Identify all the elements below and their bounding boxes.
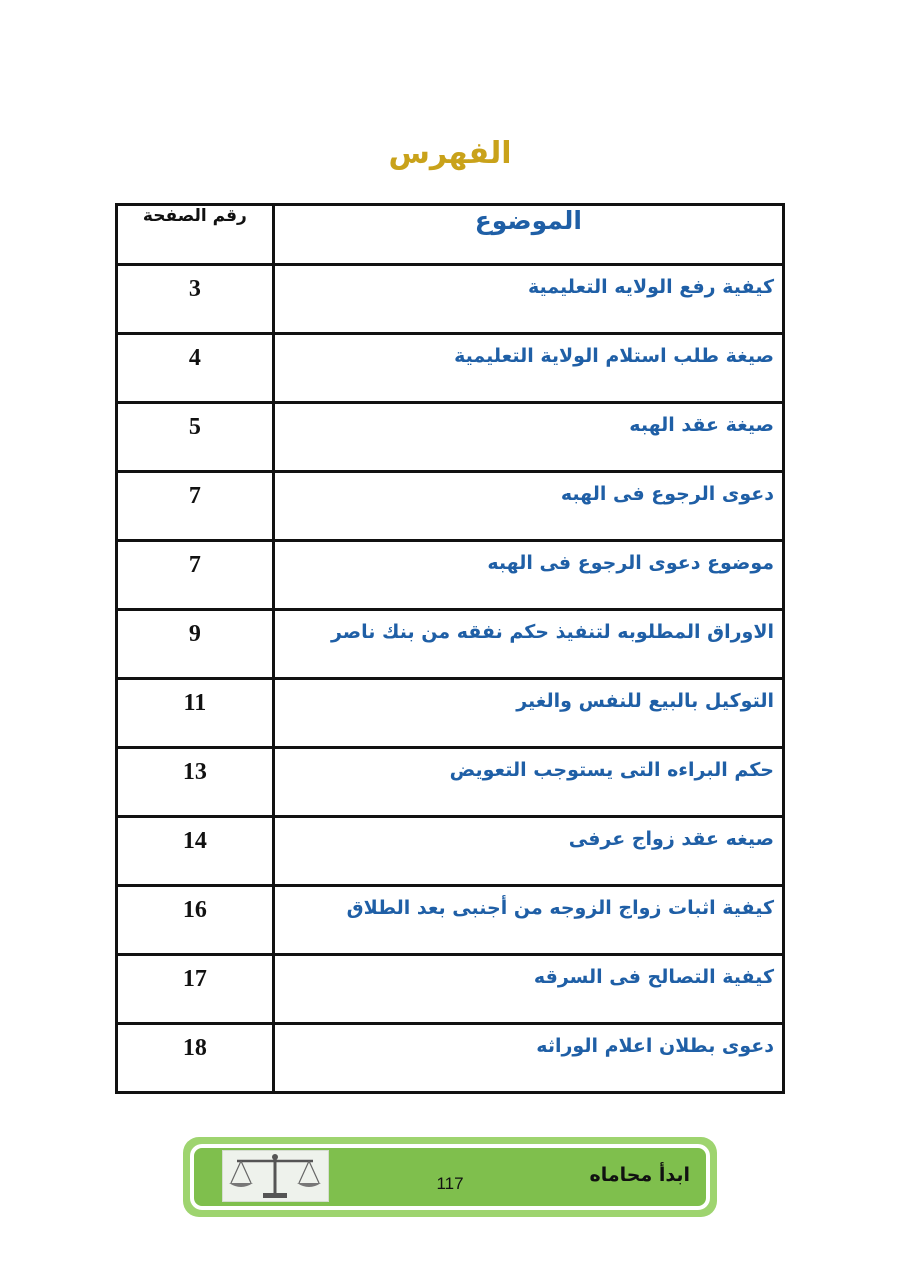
table-row — [117, 886, 784, 955]
topic-cell: صيغة طلب استلام الولاية التعليمية — [273, 334, 783, 403]
table-row — [117, 1024, 784, 1093]
topic-cell: كيفية التصالح فى السرقه — [273, 955, 783, 1024]
topic-cell: موضوع دعوى الرجوع فى الهبه — [273, 541, 783, 610]
topic-cell: صيغة عقد الهبه — [273, 403, 783, 472]
page-number-cell: 13 — [117, 748, 274, 817]
table-row — [117, 472, 784, 541]
page-number-cell: 4 — [117, 334, 274, 403]
topic-cell: الاوراق المطلوبه لتنفيذ حكم نفقه من بنك ناصر — [273, 610, 783, 679]
page-number-cell: 17 — [117, 955, 274, 1024]
topic-cell: التوكيل بالبيع للنفس والغير — [273, 679, 783, 748]
scales-of-justice-icon — [222, 1150, 329, 1202]
page-number-cell: 7 — [117, 541, 274, 610]
table-row — [117, 541, 784, 610]
topic-cell: كيفية رفع الولايه التعليمية — [273, 265, 783, 334]
table-row — [117, 748, 784, 817]
page-number-cell: 18 — [117, 1024, 274, 1093]
footer-brand-text: ابدأ محاماه — [589, 1164, 690, 1186]
topic-cell: دعوى بطلان اعلام الوراثه — [273, 1024, 783, 1093]
table-row — [117, 403, 784, 472]
page-number-cell: 16 — [117, 886, 274, 955]
footer-page-number: 117 — [436, 1174, 464, 1193]
page-number-cell: 14 — [117, 817, 274, 886]
page-number-cell: 9 — [117, 610, 274, 679]
table-header-row — [117, 205, 784, 265]
table-row — [117, 265, 784, 334]
topic-cell: حكم البراءه التى يستوجب التعويض — [273, 748, 783, 817]
topic-column-header: الموضوع — [273, 205, 783, 265]
topic-cell: كيفية اثبات زواج الزوجه من أجنبى بعد الطلاق — [273, 886, 783, 955]
table-row — [117, 955, 784, 1024]
table-row — [117, 610, 784, 679]
table-row — [117, 334, 784, 403]
page-number-cell: 11 — [117, 679, 274, 748]
topic-cell: دعوى الرجوع فى الهبه — [273, 472, 783, 541]
topic-cell: صيغه عقد زواج عرفى — [273, 817, 783, 886]
table-row — [117, 679, 784, 748]
table-row — [117, 817, 784, 886]
page-number-cell: 3 — [117, 265, 274, 334]
page-number-cell: 7 — [117, 472, 274, 541]
page-number-cell: 5 — [117, 403, 274, 472]
page-title: الفهرس — [388, 136, 512, 171]
table-of-contents — [115, 203, 785, 1094]
page-column-header: رقم الصفحة — [117, 205, 274, 265]
